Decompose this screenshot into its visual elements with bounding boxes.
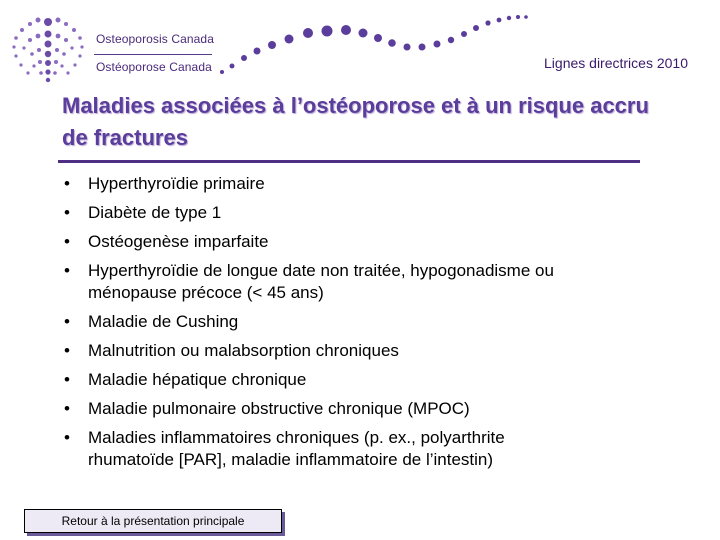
list-item — [60, 369, 660, 391]
bullet-icon: • — [64, 428, 70, 447]
list-item-text: Malnutrition ou malabsorption chroniques — [88, 341, 399, 360]
list-item-text: Hyperthyroïdie primaire — [88, 174, 265, 193]
list-item — [60, 398, 660, 420]
list-item — [60, 340, 660, 362]
bullet-icon: • — [64, 312, 70, 331]
list-item — [60, 202, 660, 224]
bullet-icon: • — [64, 370, 70, 389]
org-name-fr: Ostéoporose Canada — [96, 60, 212, 74]
bullet-icon: • — [64, 232, 70, 251]
list-item-text: Diabète de type 1 — [88, 203, 222, 222]
bullet-list — [60, 173, 660, 478]
list-item-text: Maladie pulmonaire obstructive chronique (MPOC) — [88, 399, 470, 418]
list-item-text: rhumatoïde [PAR], maladie inflammatoire de l’intestin) — [88, 450, 494, 469]
decorative-dot-arc — [0, 0, 720, 100]
list-item-text: Maladie hépatique chronique — [88, 370, 307, 389]
list-item-text: Maladie de Cushing — [88, 312, 239, 331]
bullet-icon: • — [64, 174, 70, 193]
list-item — [60, 427, 660, 471]
title-underline — [58, 160, 640, 163]
bullet-icon: • — [64, 203, 70, 222]
list-item-text: Hyperthyroïdie de longue date non traitée, hypogonadisme ou — [88, 261, 554, 280]
list-item-text: Ostéogenèse imparfaite — [88, 232, 269, 251]
bullet-icon: • — [64, 399, 70, 418]
list-item-text: ménopause précoce (< 45 ans) — [88, 283, 324, 302]
list-item — [60, 260, 660, 304]
slide-title: Maladies associées à l’ostéoporose et à un risque accru de fractures — [62, 93, 649, 150]
list-item — [60, 311, 660, 333]
list-item-text: Maladies inflammatoires chroniques (p. ex., polyarthrite — [88, 428, 505, 447]
list-item — [60, 173, 660, 195]
list-item — [60, 231, 660, 253]
return-to-main-presentation-button[interactable]: Retour à la présentation principale — [24, 509, 282, 533]
bullet-icon: • — [64, 261, 70, 280]
org-name-en: Osteoporosis Canada — [96, 32, 214, 46]
bullet-icon: • — [64, 341, 70, 360]
guideline-label: Lignes directrices 2010 — [544, 55, 688, 71]
